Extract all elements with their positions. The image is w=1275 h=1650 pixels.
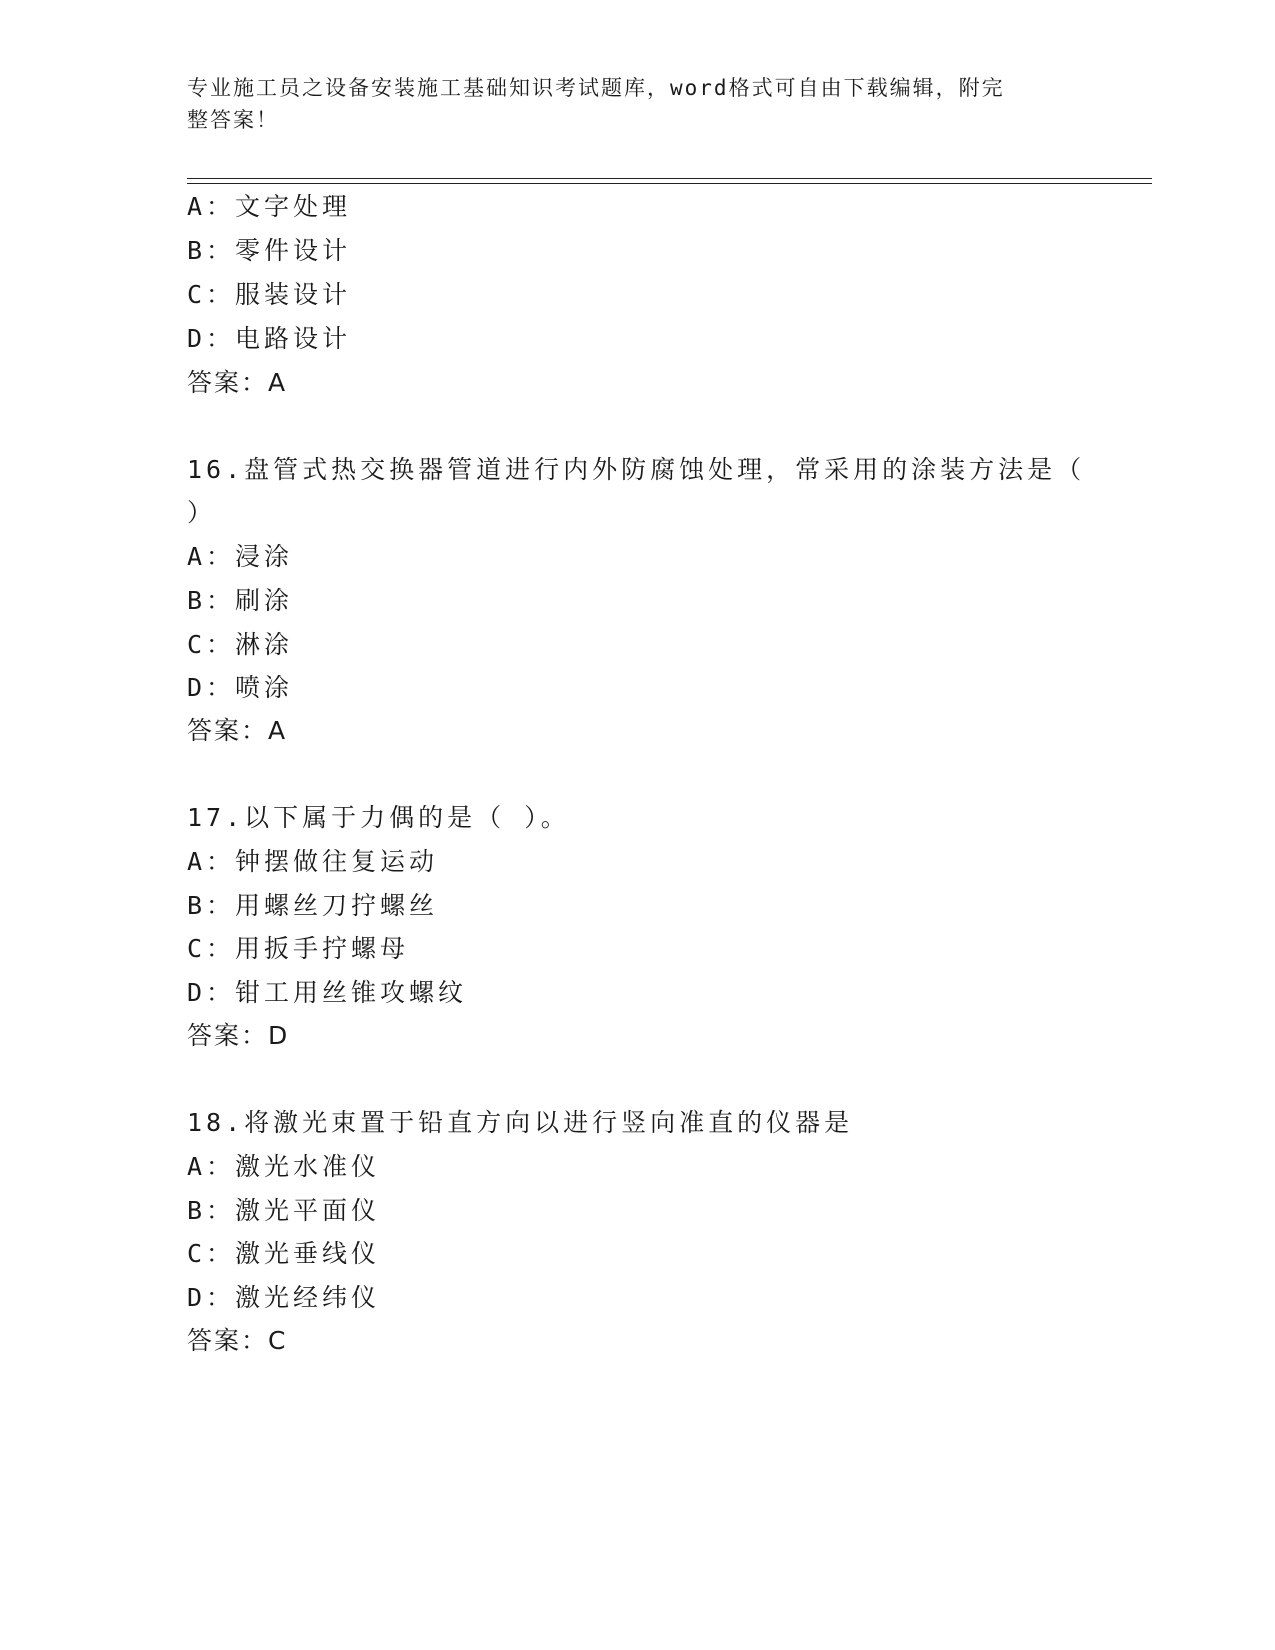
header-line-2: 整答案！ [187,108,279,132]
answer-label: 答案： [187,1021,269,1050]
option-b: B：刷涂 [187,586,294,615]
option-c: C：激光垂线仪 [187,1239,381,1268]
answer-label: 答案： [187,716,269,745]
question-17-text: 17.以下属于力偶的是（ ）。 [187,803,570,832]
option-d: D：喷涂 [187,673,294,702]
option-b: B：零件设计 [187,236,352,265]
header-line-1: 专业施工员之设备安装施工基础知识考试题库，word格式可自由下载编辑，附完 [187,76,1005,100]
option-b: B：激光平面仪 [187,1196,381,1225]
answer-line [187,1021,288,1051]
option-a: A：浸涂 [187,542,294,571]
option-a: A：钟摆做往复运动 [187,847,439,876]
answer-label: 答案： [187,368,269,397]
question-16-text-cont: ） [187,498,217,527]
option-d: D：电路设计 [187,324,352,353]
answer-value: D [268,1021,289,1050]
option-b: B：用螺丝刀拧螺丝 [187,891,439,920]
answer-line [187,716,286,746]
answer-value: A [268,368,287,397]
answer-line [187,368,286,398]
question-18-text: 18.将激光束置于铅直方向以进行竖向准直的仪器是 [187,1108,854,1137]
option-d: D：激光经纬仪 [187,1283,381,1312]
option-c: C：用扳手拧螺母 [187,934,410,963]
document-header [187,72,1067,136]
option-a: A：文字处理 [187,192,352,221]
option-c: C：淋涂 [187,630,294,659]
option-a: A：激光水准仪 [187,1152,381,1181]
header-divider-top [187,178,1152,179]
answer-label: 答案： [187,1326,269,1355]
answer-value: C [268,1326,287,1355]
header-divider-bottom [187,183,1152,184]
answer-line [187,1326,286,1356]
answer-value: A [268,716,287,745]
option-c: C：服装设计 [187,280,352,309]
option-d: D：钳工用丝锥攻螺纹 [187,978,468,1007]
question-16-text: 16.盘管式热交换器管道进行内外防腐蚀处理，常采用的涂装方法是（ [187,455,1086,484]
